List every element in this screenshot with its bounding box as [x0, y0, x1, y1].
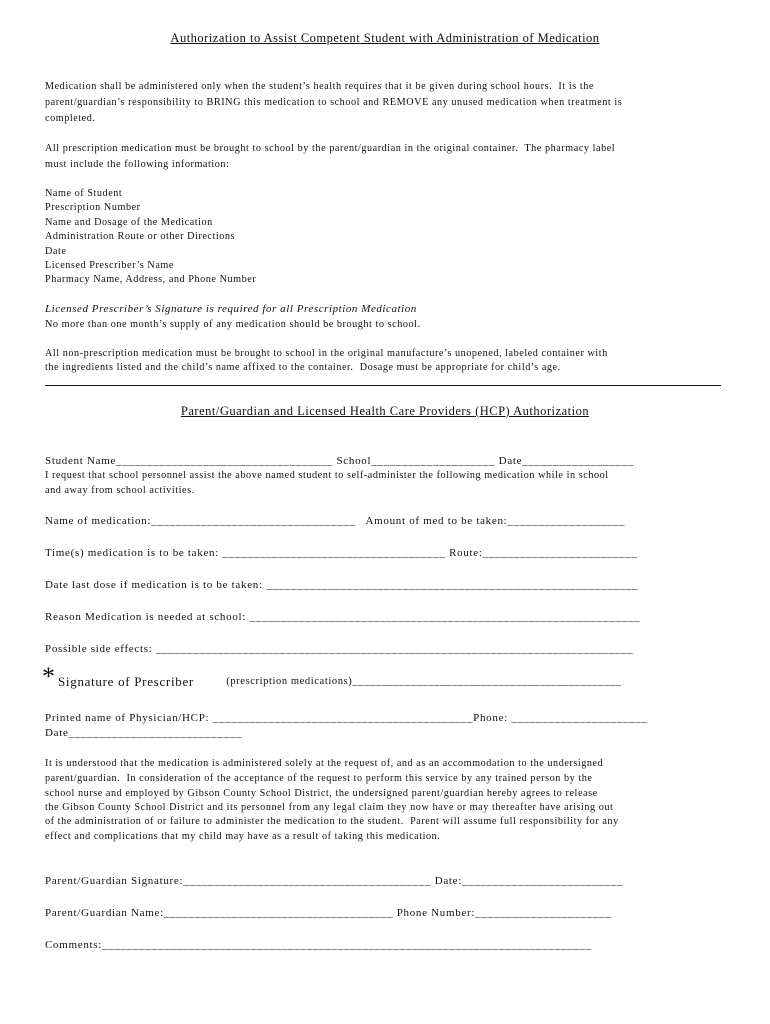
- prescription-line-2: must include the following information:: [45, 159, 230, 170]
- nonprescription-line-2: the ingredients listed and the child’s name affixed to the container. Dosage must be appropriate for child’s age.: [45, 362, 561, 373]
- label-item: Name and Dosage of the Medication: [45, 217, 213, 228]
- student-name-school-date-line[interactable]: Student Name___________________________________ School____________________ Date__________________: [45, 455, 634, 467]
- intro-line-3: completed.: [45, 113, 96, 124]
- parent-signature-date-field[interactable]: Parent/Guardian Signature:________________________________________ Date:__________________________: [45, 875, 624, 887]
- nonprescription-line-1: All non-prescription medication must be brought to school in the original manufacture’s unopened, labeled container with: [45, 348, 608, 359]
- form-title: Authorization to Assist Competent Student with Administration of Medication: [170, 31, 600, 45]
- medication-name-amount-field[interactable]: Name of medication:_________________________________ Amount of med to be taken:___________________: [45, 515, 626, 527]
- consent-line-6: effect and complications that my child may have as a result of taking this medication.: [45, 831, 441, 842]
- label-item: Licensed Prescriber’s Name: [45, 260, 174, 271]
- consent-line-3: school nurse and employed by Gibson County School District, the undersigned parent/guardian hereby agrees to release: [45, 788, 598, 799]
- section-divider: [45, 385, 721, 386]
- physician-name-phone-field[interactable]: Printed name of Physician/HCP: __________________________________________Phone: ______________________: [45, 712, 648, 724]
- last-dose-date-field[interactable]: Date last dose if medication is to be taken: ____________________________________________________________: [45, 579, 639, 591]
- side-effects-field[interactable]: Possible side effects: _____________________________________________________________________________: [45, 643, 634, 655]
- prescriber-signature-label: Signature of Prescriber: [58, 674, 194, 689]
- request-line-2: and away from school activities.: [45, 485, 195, 496]
- asterisk-mark: *: [42, 662, 55, 691]
- comments-field[interactable]: Comments:_______________________________________________________________________________: [45, 939, 592, 951]
- request-line-1: I request that school personnel assist the above named student to self-administer the following medication while in school: [45, 470, 609, 481]
- consent-line-1: It is understood that the medication is administered solely at the request of, and as an accommodation to the undersigned: [45, 758, 604, 769]
- supply-note: No more than one month’s supply of any medication should be brought to school.: [45, 319, 421, 330]
- label-item: Date: [45, 246, 67, 257]
- consent-line-2: parent/guardian. In consideration of the acceptance of the request to perform this service by any trained person by the: [45, 773, 593, 784]
- consent-line-4: the Gibson County School District and its personnel from any legal claim they now have or may thereafter have arising out: [45, 802, 614, 813]
- intro-line-2: parent/guardian’s responsibility to BRING this medication to school and REMOVE any unused medication when treatment is: [45, 97, 623, 108]
- section2-title: Parent/Guardian and Licensed Health Care Providers (HCP) Authorization: [180, 404, 590, 418]
- parent-name-phone-field[interactable]: Parent/Guardian Name:_____________________________________ Phone Number:______________________: [45, 907, 612, 919]
- label-item: Pharmacy Name, Address, and Phone Number: [45, 274, 257, 285]
- prescriber-signature-field[interactable]: (prescription medications)______________________________________________: [223, 676, 622, 687]
- reason-field[interactable]: Reason Medication is needed at school: _______________________________________________________________: [45, 611, 641, 623]
- intro-line-1: Medication shall be administered only when the student’s health requires that it be given during school hours. It is the: [45, 81, 594, 92]
- prescription-line-1: All prescription medication must be brought to school by the parent/guardian in the original container. The pharmacy label: [45, 143, 616, 154]
- physician-date-field[interactable]: Date____________________________: [45, 727, 243, 739]
- label-item: Administration Route or other Directions: [45, 231, 236, 242]
- signature-required-note: Licensed Prescriber’s Signature is required for all Prescription Medication: [45, 303, 417, 315]
- consent-line-5: of the administration of or failure to administer the medication to the student. Parent will assume full responsibility for any: [45, 816, 619, 827]
- label-item: Prescription Number: [45, 202, 141, 213]
- time-route-field[interactable]: Time(s) medication is to be taken: ____________________________________ Route:_________________________: [45, 547, 638, 559]
- label-item: Name of Student: [45, 188, 123, 199]
